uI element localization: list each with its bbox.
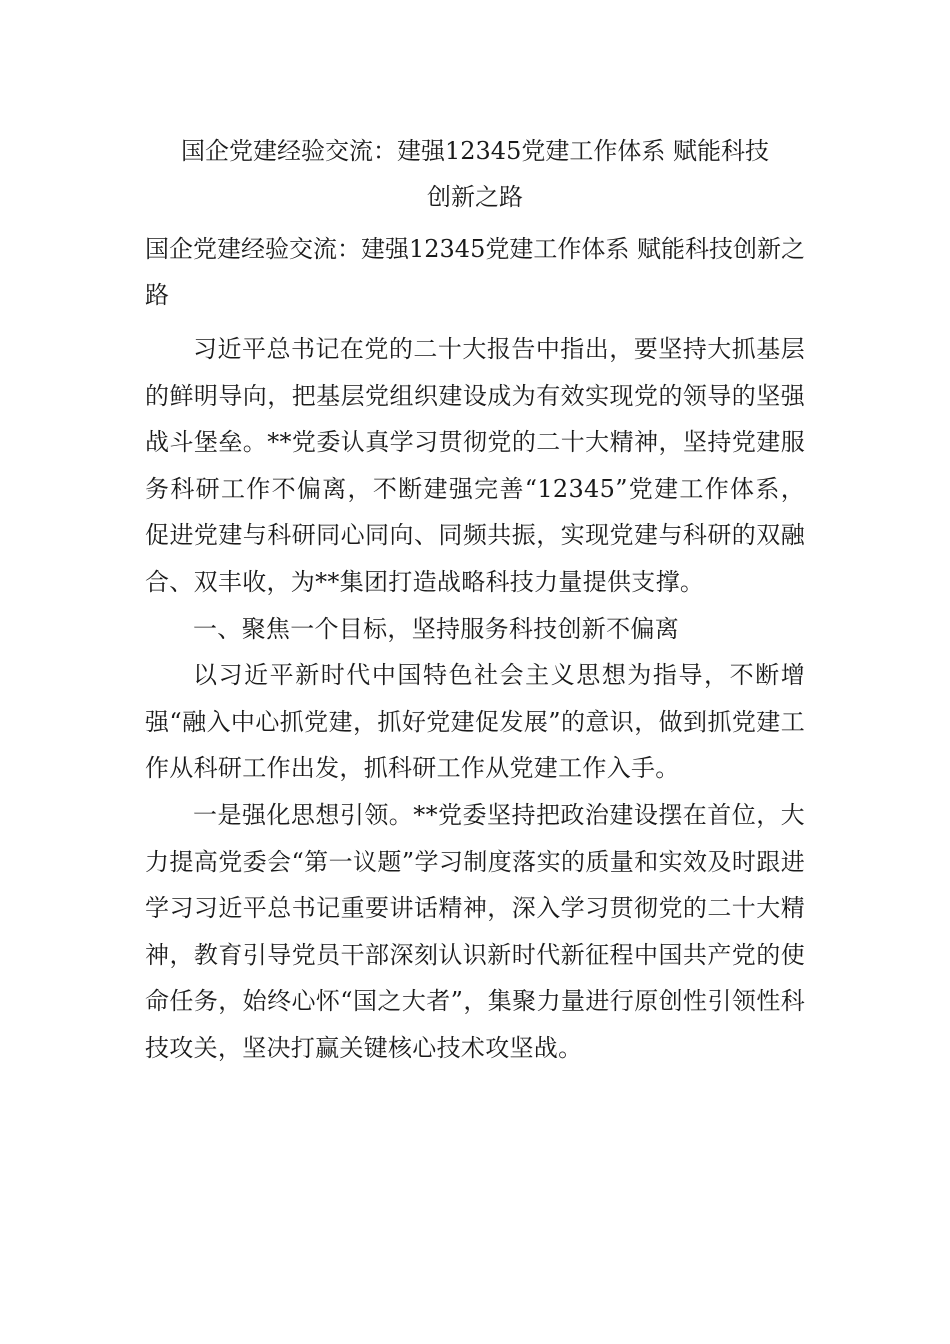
- paragraph-intro: 习近平总书记在党的二十大报告中指出，要坚持大抓基层的鲜明导向，把基层党组织建设成为有效实现党的领导的坚强战斗堡垒。**党委认真学习贯彻党的二十大精神，坚持党建服务科研工作不偏离，不断建强完善“12345”党建工作体系，促进党建与科研同心同向、同频共振，实现党建与科研的双融合、双丰收，为**集团打造战略科技力量提供支撑。: [145, 335, 805, 596]
- document-title: [131, 128, 819, 220]
- paragraph-section-1: 以习近平新时代中国特色社会主义思想为指导，不断增强“融入中心抓党建，抓好党建促发展”的意识，做到抓党建工作从科研工作出发，抓科研工作从党建工作入手。: [145, 661, 805, 783]
- document-title-line-1: 国企党建经验交流：建强12345党建工作体系 赋能科技: [181, 137, 769, 165]
- section-heading-1: 一、聚焦一个目标，坚持服务科技创新不偏离: [193, 614, 679, 643]
- paragraph-ideology: 一是强化思想引领。**党委坚持把政治建设摆在首位，大力提高党委会“第一议题”学习制度落实的质量和实效及时跟进学习习近平总书记重要讲话精神，深入学习贯彻党的二十大精神，教育引导党员干部深刻认识新时代新征程中国共产党的使命任务，始终心怀“国之大者”，集聚力量进行原创性引领性科技攻关，坚决打赢关键核心技术攻坚战。: [145, 800, 805, 1062]
- document-page: [145, 128, 805, 1072]
- document-heading-repeat: 国企党建经验交流：建强12345党建工作体系 赋能科技创新之路: [145, 235, 805, 309]
- document-title-line-2: 创新之路: [427, 183, 523, 211]
